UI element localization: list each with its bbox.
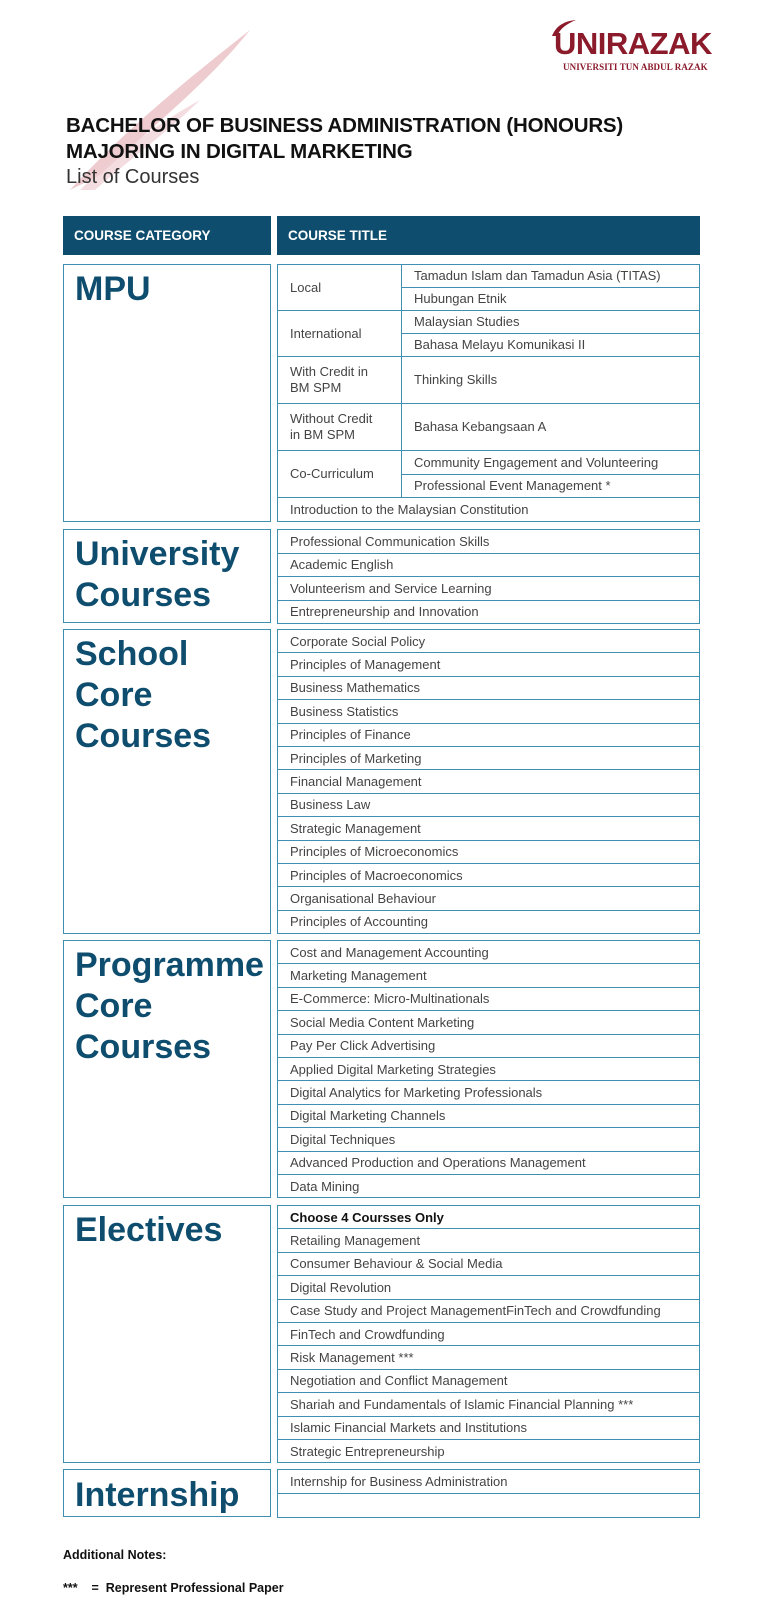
mpu-course: Malaysian Studies <box>401 310 700 334</box>
course-row: Islamic Financial Markets and Institutions <box>277 1417 700 1440</box>
course-row: Professional Communication Skills <box>277 530 700 554</box>
notes-heading: Additional Notes: <box>63 1548 167 1562</box>
category-label-electives: Electives <box>75 1211 223 1249</box>
mpu-course-grid <box>277 264 700 522</box>
course-row: Data Mining <box>277 1175 700 1198</box>
mpu-course: Tamadun Islam dan Tamadun Asia (TITAS) <box>401 264 700 288</box>
programme-course-list <box>277 940 700 1198</box>
course-row: Principles of Accounting <box>277 911 700 934</box>
course-row: Case Study and Project ManagementFinTech and Crowdfunding <box>277 1300 700 1323</box>
course-row: E-Commerce: Micro-Multinationals <box>277 988 700 1011</box>
course-row: Cost and Management Accounting <box>277 941 700 964</box>
course-row: Strategic Entrepreneurship <box>277 1440 700 1463</box>
mpu-course: Bahasa Kebangsaan A <box>401 403 700 451</box>
course-row: Applied Digital Marketing Strategies <box>277 1058 700 1081</box>
electives-note: Choose 4 Coursses Only <box>277 1206 700 1229</box>
category-label-programme-core: Programme Core Courses <box>75 946 264 1066</box>
mpu-group-without-credit: Without Credit in BM SPM <box>277 403 402 451</box>
course-row: Digital Analytics for Marketing Professionals <box>277 1081 700 1104</box>
page-title-line1: BACHELOR OF BUSINESS ADMINISTRATION (HONOURS) <box>66 114 624 137</box>
course-row: Retailing Management <box>277 1229 700 1252</box>
mpu-group-with-credit: With Credit in BM SPM <box>277 356 402 404</box>
category-label-school-core: School Core Courses <box>75 635 212 755</box>
category-electives <box>63 1205 271 1463</box>
category-internship <box>63 1469 271 1517</box>
category-label-mpu: MPU <box>75 270 151 308</box>
course-row: Strategic Management <box>277 817 700 840</box>
course-row: Volunteerism and Service Learning <box>277 577 700 601</box>
course-row: Principles of Microeconomics <box>277 841 700 864</box>
course-row: Digital Revolution <box>277 1276 700 1299</box>
mpu-group-international: International <box>277 310 402 357</box>
header-course-category: COURSE CATEGORY <box>63 216 271 255</box>
electives-course-list <box>277 1205 700 1463</box>
page-title-line2: MAJORING IN DIGITAL MARKETING <box>66 140 413 163</box>
notes-line: *** = Represent Professional Paper <box>63 1581 284 1595</box>
mpu-course: Hubungan Etnik <box>401 287 700 311</box>
school-course-list <box>277 629 700 934</box>
mpu-course: Introduction to the Malaysian Constitution <box>277 497 700 522</box>
category-programme-core <box>63 940 271 1198</box>
course-row: Digital Marketing Channels <box>277 1105 700 1128</box>
course-row: Shariah and Fundamentals of Islamic Financial Planning *** <box>277 1393 700 1416</box>
course-row: Academic English <box>277 554 700 578</box>
mpu-course: Professional Event Management * <box>401 474 700 498</box>
course-row: Financial Management <box>277 770 700 793</box>
university-course-list <box>277 529 700 624</box>
course-row: Corporate Social Policy <box>277 630 700 653</box>
course-row: Consumer Behaviour & Social Media <box>277 1253 700 1276</box>
course-row: Marketing Management <box>277 964 700 987</box>
course-row: Risk Management *** <box>277 1346 700 1369</box>
course-row: Business Mathematics <box>277 677 700 700</box>
category-label-university: University Courses <box>75 535 240 614</box>
mpu-group-cocurriculum: Co-Curriculum <box>277 450 402 498</box>
course-row: Digital Techniques <box>277 1128 700 1151</box>
course-row: Principles of Macroeconomics <box>277 864 700 887</box>
category-university <box>63 529 271 623</box>
course-row: FinTech and Crowdfunding <box>277 1323 700 1346</box>
page-subtitle: List of Courses <box>66 166 200 188</box>
course-row: Entrepreneurship and Innovation <box>277 601 700 625</box>
course-row: Pay Per Click Advertising <box>277 1035 700 1058</box>
category-label-internship: Internship <box>75 1476 240 1514</box>
internship-course-list <box>277 1469 700 1518</box>
logo-subtext: UNIVERSITI TUN ABDUL RAZAK <box>563 62 708 72</box>
course-row: Advanced Production and Operations Management <box>277 1152 700 1175</box>
mpu-group-local: Local <box>277 264 402 311</box>
course-row-empty <box>277 1494 700 1518</box>
logo-text: UNIRAZAK <box>554 26 712 61</box>
course-row: Internship for Business Administration <box>277 1470 700 1494</box>
mpu-course: Thinking Skills <box>401 356 700 404</box>
course-row: Business Statistics <box>277 700 700 723</box>
course-row: Social Media Content Marketing <box>277 1011 700 1034</box>
course-row: Principles of Marketing <box>277 747 700 770</box>
mpu-course: Bahasa Melayu Komunikasi II <box>401 333 700 357</box>
category-mpu <box>63 264 271 522</box>
mpu-course: Community Engagement and Volunteering <box>401 450 700 475</box>
unirazak-logo <box>550 18 712 76</box>
course-row: Principles of Management <box>277 653 700 676</box>
course-row: Organisational Behaviour <box>277 887 700 910</box>
header-course-title: COURSE TITLE <box>277 216 700 255</box>
course-row: Business Law <box>277 794 700 817</box>
course-row: Principles of Finance <box>277 724 700 747</box>
category-school-core <box>63 629 271 934</box>
course-row: Negotiation and Conflict Management <box>277 1370 700 1393</box>
